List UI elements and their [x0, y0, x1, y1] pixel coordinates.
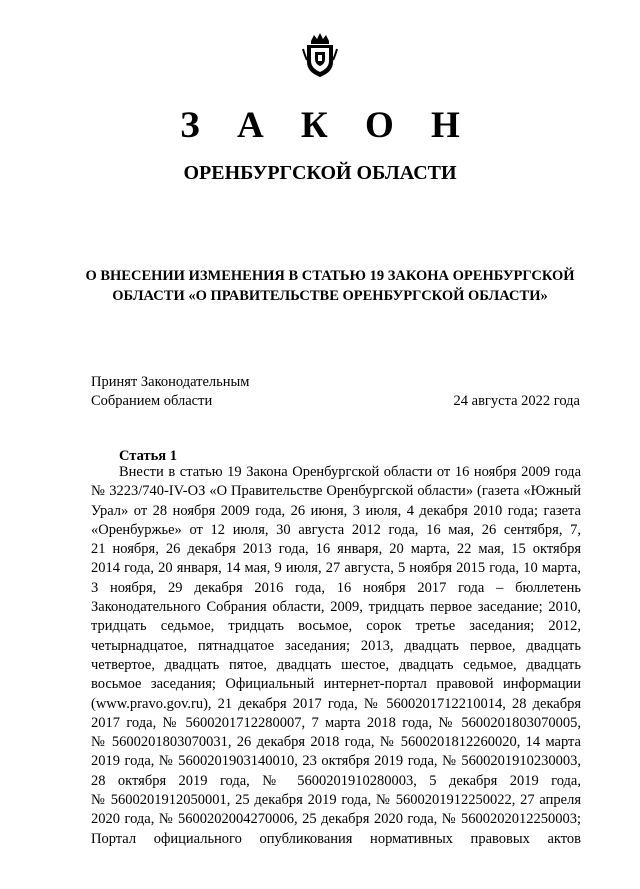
- article-text-line: четырнадцатое, пятнадцатое заседания; 2013, двадцать первое, двадцать: [91, 637, 581, 654]
- article-text-line: четвертое, двадцать пятое, двадцать шестое, двадцать седьмое, двадцать: [91, 656, 581, 673]
- article-text-line: 2020 года, № 5600202004270006, 25 декабря 2020 года, № 5600202012250003;: [91, 811, 581, 828]
- article-text-line: 21 ноября, 26 декабря 2013 года, 16 января, 20 марта, 22 мая, 15 октября: [91, 541, 581, 558]
- article-text-line: «Оренбуржье» от 12 июля, 30 августа 2012 года, 16 мая, 26 сентября, 7,: [91, 521, 581, 538]
- law-heading: [70, 266, 590, 306]
- article-text-line: Портал официального опубликования нормативных правовых актов: [91, 830, 581, 847]
- coat-of-arms-icon: [300, 32, 340, 78]
- law-heading-line-2: ОБЛАСТИ «О ПРАВИТЕЛЬСТВЕ ОРЕНБУРГСКОЙ ОБЛАСТИ»: [112, 288, 548, 304]
- article-text-line: Урал» от 28 ноября 2009 года, 26 июня, 3 июля, 4 декабря 2010 года; газета: [91, 502, 581, 519]
- article-text: [91, 463, 581, 849]
- article-title: Статья 1: [119, 448, 177, 464]
- law-title: З А К О Н: [180, 105, 474, 146]
- law-heading-line-1: О ВНЕСЕНИИ ИЗМЕНЕНИЯ В СТАТЬЮ 19 ЗАКОНА ОРЕНБУРГСКОЙ: [85, 268, 575, 284]
- article-text-line: 28 октября 2019 года, № 5600201910280003, 5 декабря 2019 года,: [91, 772, 581, 789]
- article-text-line: № 5600201912050001, 25 декабря 2019 года, № 5600201912250022, 27 апреля: [91, 792, 581, 809]
- region-subtitle: ОРЕНБУРГСКОЙ ОБЛАСТИ: [183, 162, 457, 184]
- article-text-line: № 5600201803070031, 26 декабря 2018 года, № 5600201812260020, 14 марта: [91, 734, 581, 751]
- article-text-line: тридцать седьмое, тридцать восьмое, сорок третье заседания; 2012,: [91, 618, 581, 635]
- article-text-line: 3 ноября, 29 декабря 2016 года, 16 ноября 2017 года – бюллетень: [91, 579, 581, 596]
- article-text-line: восьмое заседания; Официальный интернет-портал правовой информации: [91, 676, 581, 693]
- adoption-date: 24 августа 2022 года: [453, 393, 580, 409]
- adopted-by-line-2: Собранием области: [91, 393, 213, 409]
- adopted-by-line-1: Принят Законодательным: [91, 374, 250, 390]
- adopted-by: [91, 373, 249, 411]
- article-text-line: Законодательного Собрания области, 2009, тридцать первое заседание; 2010,: [91, 599, 581, 616]
- article-text-line: 2019 года, № 5600201903140010, 23 октября 2019 года, № 5600201910230003,: [91, 753, 581, 770]
- article-text-line: 2017 года, № 5600201712280007, 7 марта 2018 года, № 5600201803070005,: [91, 714, 581, 731]
- article-text-line: (www.pravo.gov.ru), 21 декабря 2017 года, № 5600201712210014, 28 декабря: [91, 695, 581, 712]
- article-text-line: Внести в статью 19 Закона Оренбургской области от 16 ноября 2009 года: [119, 464, 581, 480]
- article-text-line: № 3223/740-IV-ОЗ «О Правительстве Оренбургской области» (газета «Южный: [91, 483, 581, 500]
- article-text-line: 2014 года, 20 января, 14 мая, 9 июля, 27 августа, 5 ноября 2015 года, 10 марта,: [91, 560, 581, 577]
